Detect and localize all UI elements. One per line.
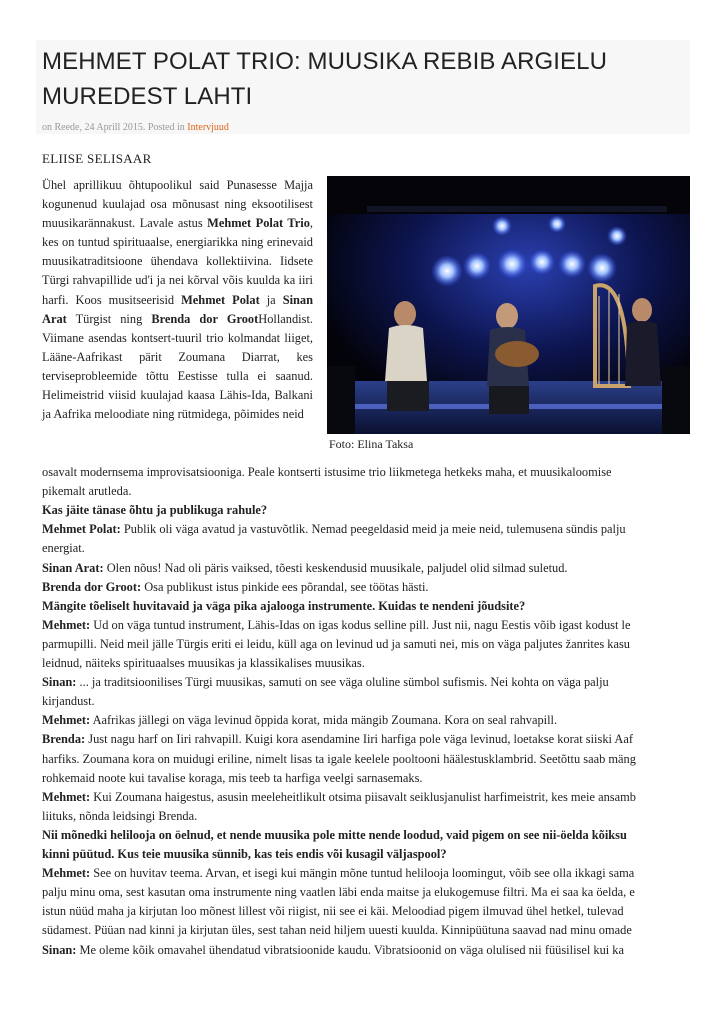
interview-line xyxy=(42,482,131,501)
interview-line xyxy=(42,520,626,539)
answer-text: Ud on väga tuntud instrument, Lähis-Idas on igas kodus selline pill. Just nii, nagu Eestis võib igast kodust le xyxy=(90,617,631,632)
interview-line xyxy=(42,769,423,788)
answer-text: rohkemaid noote kui tavalise koraga, mis teeb ta harfiga veelgi sarnasemaks. xyxy=(42,770,423,785)
answer-text: Aafrikas jällegi on väga levinud õppida korat, mida mängib Zoumana. Kora on seal rahvapill. xyxy=(90,713,558,728)
intro-text: Hollandist. Viimane asendas kontsert-tuuril trio kolmandat liiget, Lääne-Aafrikast pärit Zoumana Diarrat, kes terviseprobleemide tõttu Eestisse tulla ei saanud. Helimeistrid viisid kuulajad kaasa Lähis-Ida, Balkani ja Aafrika meloodiate ning rütmidega, põimides neid xyxy=(42,311,313,422)
answer-text: palju minu oma, sest kasutan oma instrumente ning vaatlen läbi enda maitse ja elukogemuse filtri. Ma ei saa ka öelda, e xyxy=(42,885,635,900)
answer-text: Osa publikust istus pinkide ees põrandal, see töötas hästi. xyxy=(141,579,429,594)
speaker-label: Brenda dor Groot: xyxy=(42,579,142,594)
interview-question: Mängite tõeliselt huvitavaid ja väga pika ajalooga instrumente. Kuidas te nendeni jõudsite? xyxy=(42,598,526,613)
answer-text: osavalt modernsema improvisatsiooniga. Peale kontserti istusime trio liikmetega hetkeks maha, et muusikaloomise xyxy=(42,465,612,479)
photo-caption: Foto: Elina Taksa xyxy=(329,437,414,451)
article-date: on Reede, 24 Aprill 2015. Posted in xyxy=(42,122,185,133)
answer-text: südamest. Püüan nad kinni ja kirjutan üles, sest tahan neid hiljem uuesti kuulda. Kinnipüütuna saavad nad minu omade xyxy=(42,923,632,938)
speaker-label: Mehmet: xyxy=(42,789,91,804)
answer-text: energiat. xyxy=(42,541,85,556)
interview-line xyxy=(42,578,429,597)
interview-line xyxy=(42,883,635,902)
intro-text: , kes on tuntud spirituaalse, energiarikka ning erinevaid muusikatraditsioone ühendava kollektiivina. Iidsete Türgi rahvapillide ud'i ja nei kõrval võis kuulda ka iiri harfi. Koos musitseerisid xyxy=(42,216,313,307)
concert-photo xyxy=(327,176,690,434)
interview-line xyxy=(42,692,95,711)
article-title: MEHMET POLAT TRIO: MUUSIKA REBIB ARGIELU MUREDEST LAHTI xyxy=(42,48,608,110)
answer-text: parmupilli. Neid meil jälle Türgis eriti ei leidu, küll aga on levinud ud ja samuti nei, mis on väga paljutes žanrites kasu xyxy=(42,636,630,651)
intro-paragraph xyxy=(42,176,313,424)
speaker-label: Mehmet: xyxy=(42,617,91,632)
interview-line xyxy=(42,711,557,730)
answer-text: kirjandust. xyxy=(42,694,95,709)
interview-question: Kas jäite tänase õhtu ja publikuga rahule? xyxy=(42,503,268,518)
intro-text: ja xyxy=(259,292,283,307)
interview-line xyxy=(42,559,568,578)
answer-text: See on huvitav teema. Arvan, et isegi kui mängin mõne tuntud helilooja loomingut, võib see olla ikkagi sama xyxy=(90,866,635,881)
interview-line xyxy=(42,788,636,807)
answer-text: pikemalt arutleda. xyxy=(42,484,132,499)
speaker-label: Sinan: xyxy=(42,942,77,957)
interview-line xyxy=(42,902,624,921)
interview-line xyxy=(42,673,609,692)
interview-question: Nii mõnedki helilooja on öelnud, et nende muusika pole mitte nende loodud, vaid pigem on see nii-öelda kõiksu xyxy=(42,827,627,842)
interview-line xyxy=(42,941,624,960)
answer-text: Publik oli väga avatud ja vastuvõtlik. Nemad peegeldasid meid ja meie neid, tulemusena sündis palju xyxy=(120,522,626,537)
concert-photo-illustration xyxy=(327,176,690,434)
speaker-label: Sinan: xyxy=(42,675,77,690)
interview-line xyxy=(42,750,636,769)
interview-line xyxy=(42,807,197,826)
interview-line xyxy=(42,730,633,749)
article-meta xyxy=(42,122,229,133)
answer-text: Olen nõus! Nad oli päris vaiksed, tõesti keskendusid muusikale, paljudel olid silmad suletud. xyxy=(103,560,568,575)
interview-line xyxy=(42,635,630,654)
answer-text: Just nagu harf on Iiri rahvapill. Kuigi kora asendamine Iiri harfiga pole väga levinud, loetakse korat siiski Aaf xyxy=(85,732,633,747)
speaker-label: Mehmet: xyxy=(42,713,91,728)
interview-line xyxy=(42,616,631,635)
interview-line xyxy=(42,463,612,482)
speaker-label: Mehmet Polat: xyxy=(42,522,121,537)
interview-question: kinni püütud. Kus teie muusika sünnib, kas teis endis või kusagil väljaspool? xyxy=(42,847,447,861)
interview-line xyxy=(42,539,85,558)
article-author: ELIISE SELISAAR xyxy=(42,151,152,166)
intro-text: Türgist ning xyxy=(66,311,152,326)
answer-text: Kui Zoumana haigestus, asusin meeleheitlikult otsima piisavalt seiklusjanulist harfimeistrit, kes meie ansamb xyxy=(90,789,636,804)
speaker-label: Brenda: xyxy=(42,732,86,747)
intro-text: Ühel aprillikuu õhtupoolikul said Punasesse Majja kogunenud kuulajad osa mõnusast ning eksootilisest muusikarännakust. Lavale astus xyxy=(42,178,313,231)
interview-line xyxy=(42,864,634,883)
answer-text: istun nüüd maha ja kirjutan loo mõnest lillest või riigist, nii see ei käi. Meloodiad pigem ilmuvad ühel hetkel, tulevad xyxy=(42,904,624,919)
answer-text: harfiks. Zoumana kora on muidugi eriline, nimelt lisas ta igale keelele pooltooni häälestusklambrid. Seetõttu saab mäng xyxy=(42,751,636,766)
intro-name: Sinan Arat xyxy=(42,292,313,326)
intro-name: Mehmet Polat xyxy=(181,292,260,307)
intro-name: Mehmet Polat Trio xyxy=(207,216,310,231)
interview-line xyxy=(42,921,632,940)
speaker-label: Mehmet: xyxy=(42,866,91,881)
answer-text: liituks, nõnda leidsingi Brenda. xyxy=(42,808,198,823)
answer-text: leidnud, näiteks spirituaalses muusikas ja klassikalises muusikas. xyxy=(42,656,365,670)
speaker-label: Sinan Arat: xyxy=(42,560,104,575)
intro-name: Brenda dor Groot xyxy=(151,311,259,326)
answer-text: Me oleme kõik omavahel ühendatud vibratsioonide kaudu. Vibratsioonid on väga olulised nii füüsilisel kui ka xyxy=(76,942,624,957)
category-link[interactable]: Intervjuud xyxy=(187,122,229,133)
answer-text: ... ja traditsioonilises Türgi muusikas, samuti on see väga oluline sümbol sufismis. Nei kohta on väga palju xyxy=(76,675,609,690)
interview-line xyxy=(42,654,365,673)
